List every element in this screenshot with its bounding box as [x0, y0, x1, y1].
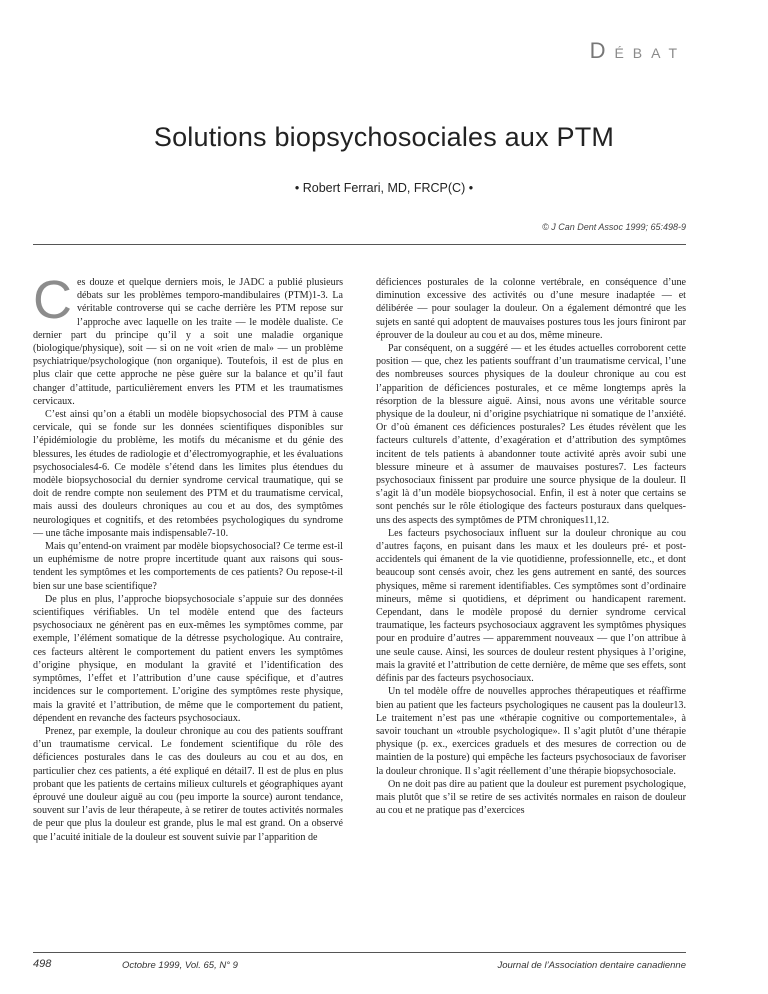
paragraph: De plus en plus, l’approche biopsychosociale s’appuie sur des données scientifiques vérifiables. Un tel modèle entend que des facteurs psychosociaux ne génèrent pas en eux-mêmes les symptômes comme, par exemple, l’élément somatique de la détresse psychologique. Au contraire, ces facteurs altèrent le comportement du patient envers les symptômes d’origine physique, en modulant la gravité et l’identification des symptômes, l’effet et l’attribution d’une cause spécifique, et d’autres incidences sur le comportement. L’origine des symptômes reste physique, mais la gravité et l’attribution, de même que le comportement du patient, dépendent en revanche des facteurs psychosociaux.: [33, 593, 343, 724]
paragraph: On ne doit pas dire au patient que la douleur est purement psychologique, mais plutôt que s’il se retire de ses activités normales en raison de douleur au cou et ne pratique pas d’exercices: [376, 778, 686, 817]
right-column: [376, 276, 686, 946]
article-title: Solutions biopsychosociales aux PTM: [153, 122, 615, 152]
paragraph: Par conséquent, on a suggéré — et les études actuelles corroborent cette position — que, chez les patients souffrant d’un traumatisme cervical, l’une des nombreuses sources physiques de la douleur chronique au cou est l’apparition de déficiences posturales, et ce même longtemps après la résorption de la blessure aiguë. Ainsi, nous avons une véritable source physique de la douleur, ni d’origine psychiatrique ni somatique de l’anxiété. Or d’où émanent ces déficiences posturales? Les études révèlent que les facteurs culturels d’attente, d’exagération et d’attribution des symptômes incitent de tels patients à abandonner toute activité après avoir subi une blessure mineure et à assumer de mauvaises postures7. Les facteurs psychosociaux finissent par produire une source physique de la douleur. Il s’agit là d’un modèle biopsychosocial. Enfin, il est à noter que certains se sont penchés sur le rôle étiologique des facteurs posturaux dans quelques-uns des aspects des symptômes de PTM chroniques11,12.: [376, 343, 686, 526]
paragraph: es douze et quelque derniers mois, le JADC a publié plusieurs débats sur les problèmes temporo-mandibulaires (PTM)1-3. La véritable controverse qui se cache derrière les PTM repose sur l’approche avec laquelle on les traite — le modèle dualiste. Ce dernier part du principe qu’il y a soit une maladie organique (biologique/physique), soit — si on ne voit «rien de mal» — un problème psychiatrique/psychologique (non organique). Toutefois, il est de plus en plus clair que cette approche ne pèse guère sur la balance et qu’il faut changer d’attitude, particulièrement envers les PTM et les traumatismes cervicaux.: [33, 277, 343, 407]
citation: © J Can Dent Assoc 1999; 65:498-9: [542, 222, 686, 232]
section-label-initial: D: [589, 38, 615, 63]
paragraph: Mais qu’entend-on vraiment par modèle biopsychosocial? Ce terme est-il un euphémisme de notre propre incertitude quant aux raisons qui sous-tendent les symptômes et les comportements de ces patients? Ou repose-t-il bien sur une base scientifique?: [33, 541, 343, 592]
left-column: [33, 276, 343, 946]
paragraph: déficiences posturales de la colonne vertébrale, en conséquence d’une diminution excessive des activités ou d’une mesure inadaptée — et délibérée — pour soulager la douleur. On a également démontré que les sujets en santé qui adoptent de mauvaises postures tous les jours finiront par éprouver de la douleur au cou et au dos, même mineure.: [376, 277, 686, 341]
footer-rule: [33, 952, 686, 953]
paragraph: Un tel modèle offre de nouvelles approches thérapeutiques et réaffirme bien au patient que les facteurs psychologiques ne causent pas la douleur13. Le traitement n’est pas une «thérapie cognitive ou comportementale», à savoir touchant un «trouble psychologique». Il s’agit plutôt d’une thérapie physique (p. ex., exercices graduels et des mesures de correction ou de maintien de la posture) qui empêche les facteurs psychosociaux de favoriser la douleur chronique. Il s’agit réellement d’une thérapie biopsychosociale.: [376, 686, 686, 777]
section-label-rest: ÉBAT: [614, 45, 686, 61]
page-number: 498: [33, 958, 52, 970]
drop-cap: C: [33, 276, 72, 330]
paragraph: C’est ainsi qu’on a établi un modèle biopsychosocial des PTM à cause cervicale, qui se fonde sur les données scientifiques disponibles sur l’épidémiologie du problème, les motifs du mécanisme et du génie des blessures, les études de radiologie et d’électromyographie, et les évaluations psychosociales4-6. Ce modèle s’étend dans les limites plus étendues du modèle biopsychosocial du dernier syndrome cervical traumatique, qui se doit de rendre compte non seulement des PTM et du traumatisme cervical, mais aussi des douleurs chroniques au cou et au dos, des symptômes neurologiques et cognitifs, et des retombées psychologiques du syndrome — une tâche imposante mais indispensable7-10.: [33, 409, 343, 539]
issue-info: Octobre 1999, Vol. 65, N° 9: [122, 960, 238, 971]
paragraph: Prenez, par exemple, la douleur chronique au cou des patients souffrant d’un traumatisme cervical. Le fondement scientifique du rôle des déficiences posturales dans le cas des douleurs au cou et au dos, en particulier chez ces patients, a été expliqué en détail7. Il est de plus en plus probant que les patients de certains milieux culturels et géographiques ayant éprouvé une douleur aiguë au cou (peu importe la source) auront tendance, souvent sur l’avis de leur thérapeute, à se retirer de toutes activités normales de peur que plus la douleur est grande, plus le mal est grand. On a observé que l’acuité initiale de la douleur est souvent suivie par l’apparition de: [33, 725, 343, 843]
journal-name: Journal de l’Association dentaire canadienne: [497, 960, 686, 971]
section-label: [590, 38, 686, 64]
author-byline: • Robert Ferrari, MD, FRCP(C) •: [294, 181, 474, 195]
header-rule: [33, 244, 686, 245]
paragraph: Les facteurs psychosociaux influent sur la douleur chronique au cou d’autres façons, en puisant dans les maux et les douleurs pré- et post-accidentels qui émanent de la vie quotidienne, professionnelle, etc., et dont beaucoup sont censés avoir, chez les gens autrement en santé, des sources physiques, même si rarement identifiables. Ces symptômes sont d’ordinaire mineurs, même si quotidiens, et dépriment ou handicapent rarement. Cependant, dans le modèle proposé du dernier syndrome cervical traumatique, les facteurs psychosociaux aggravent les symptômes physiques pour en produire d’autres — apparemment nouveaux — que l’on attribue à une seule cause. Ainsi, les sources de douleur restent physiques à l’origine, mais la gravité et l’attribution de cette dernière, de même que ses effets, sont définis par des facteurs psychosociaux.: [376, 527, 686, 685]
